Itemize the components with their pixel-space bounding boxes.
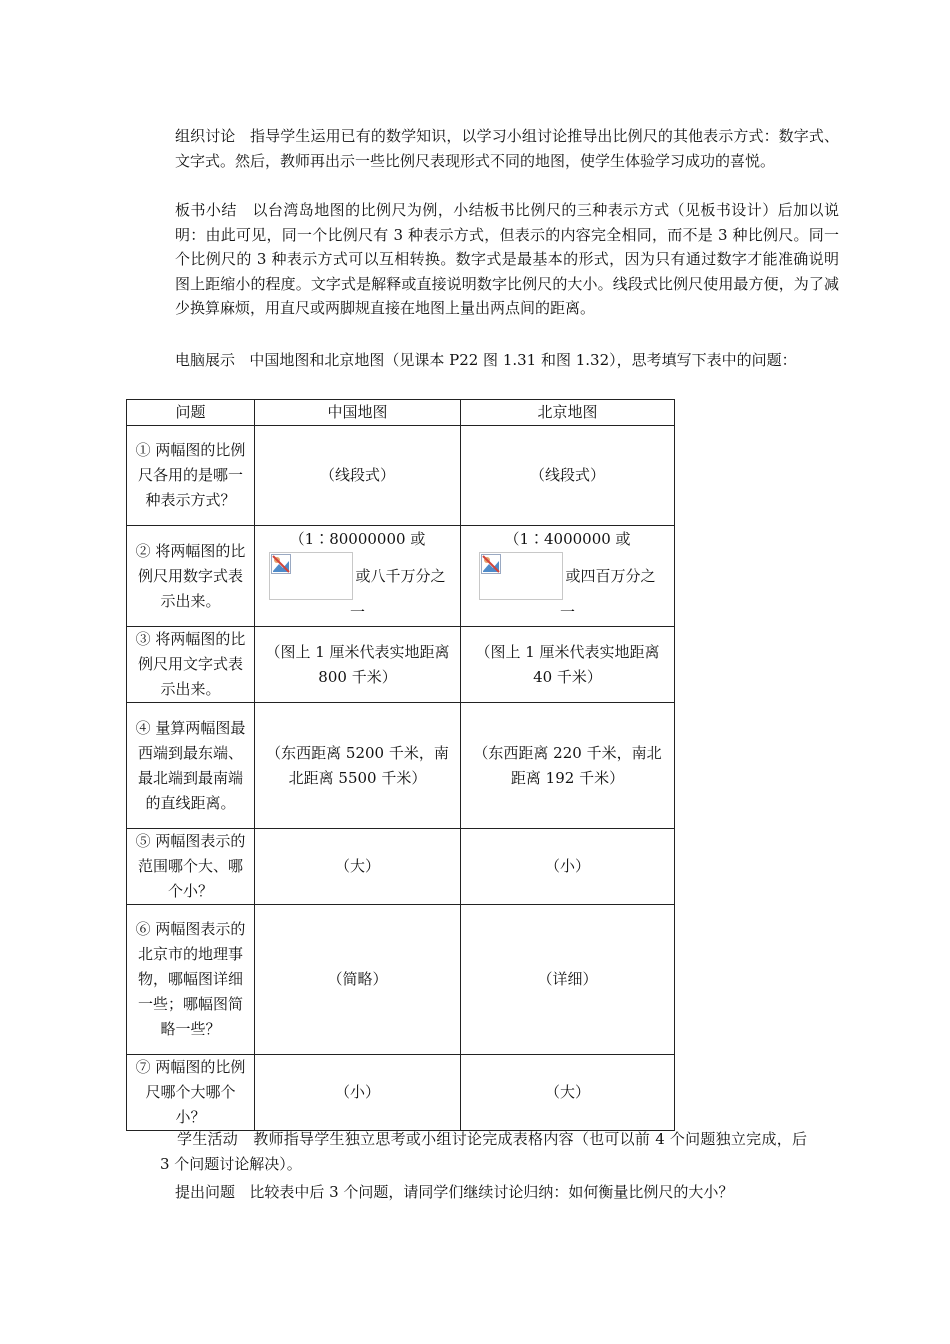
answer-cell-beijing: （线段式） <box>461 426 675 526</box>
broken-image-icon <box>479 552 563 600</box>
question-cell: ④ 量算两幅图最西端到最东端、最北端到最南端的直线距离。 <box>135 718 246 812</box>
question-cell: ⑤ 两幅图表示的范围哪个大、哪个小？ <box>135 832 246 900</box>
answer-cell-beijing: （大） <box>461 1055 675 1131</box>
question-cell: ⑦ 两幅图的比例尺哪个大哪个小？ <box>135 1058 246 1126</box>
scale-ratio-text: （1∶80000000 或 <box>289 530 426 548</box>
header-question: 问题 <box>127 400 255 426</box>
answer-cell-beijing: （详细） <box>461 905 675 1055</box>
answer-cell-china: （简略） <box>255 905 461 1055</box>
scale-fraction-end: 一 <box>349 603 365 621</box>
paragraph-lead: 板书小结 <box>175 201 237 219</box>
paragraph-body: 以台湾岛地图的比例尺为例，小结板书比例尺的三种表示方式（见板书设计）后加以说明：由此可见，同一个比例尺有 3 种表示方式，但表示的内容完全相同，而不是 3 种比例尺。同一个比例尺的 3 种表示方式可以互相转换。数字式是最基本的形式，因为只有通过数字才能准确说明图上距缩小的程度。文字式是解释或直接说明数字比例尺的大小。线段式比例尺使用最方便，为了减少换算麻烦，用直尺或两脚规直接在地图上量出两点间的距离。 <box>175 201 839 317</box>
answer-cell-beijing <box>461 526 675 627</box>
question-table <box>126 399 675 1131</box>
paragraph-organize-discussion <box>143 124 839 173</box>
table-row <box>127 829 675 905</box>
header-china-map: 中国地图 <box>255 400 461 426</box>
scale-fraction-end: 一 <box>559 603 575 621</box>
answer-cell-china: （大） <box>255 829 461 905</box>
question-cell: ① 两幅图的比例尺各用的是哪一种表示方式？ <box>135 441 246 509</box>
broken-image-icon <box>269 552 353 600</box>
paragraph-body: 教师指导学生独立思考或小组讨论完成表格内容（也可以前 4 个问题独立完成，后 3 个问题讨论解决）。 <box>160 1130 807 1173</box>
answer-cell-beijing: （图上 1 厘米代表实地距离 40 千米） <box>475 642 660 686</box>
scale-fraction-text: 或四百万分之 <box>565 566 656 585</box>
paragraph-body: 指导学生运用已有的数学知识，以学习小组讨论推导出比例尺的其他表示方式：数字式、文字式。然后，教师再出示一些比例尺表现形式不同的地图，使学生体验学习成功的喜悦。 <box>175 127 839 170</box>
table-row <box>127 526 675 627</box>
paragraph-student-activity <box>160 1127 807 1176</box>
paragraph-lead: 组织讨论 <box>175 127 236 145</box>
answer-cell-china: （图上 1 厘米代表实地距离 800 千米） <box>265 642 450 686</box>
table-row <box>127 426 675 526</box>
answer-cell-china: （线段式） <box>255 426 461 526</box>
question-cell: ③ 将两幅图的比例尺用文字式表示出来。 <box>135 630 246 698</box>
paragraph-raise-question <box>143 1180 839 1205</box>
answer-cell-china: （小） <box>255 1055 461 1131</box>
paragraph-body: 比较表中后 3 个问题，请同学们继续讨论归纳：如何衡量比例尺的大小？ <box>249 1183 734 1201</box>
paragraph-lead: 学生活动 <box>177 1130 239 1148</box>
question-cell: ② 将两幅图的比例尺用数字式表示出来。 <box>135 541 246 610</box>
scale-fraction-text: 或八千万分之 <box>355 566 446 585</box>
table-row <box>127 627 675 703</box>
paragraph-computer-display <box>143 348 839 373</box>
table-header-row <box>127 400 675 426</box>
table-row <box>127 905 675 1055</box>
answer-cell-beijing: （小） <box>461 829 675 905</box>
paragraph-lead: 电脑展示 <box>175 351 236 369</box>
paragraph-lead: 提出问题 <box>175 1183 236 1201</box>
scale-ratio-text: （1∶4000000 或 <box>504 530 631 548</box>
table-row <box>127 1055 675 1131</box>
table-row <box>127 703 675 829</box>
answer-cell-china: （东西距离 5200 千米，南北距离 5500 千米） <box>266 743 449 787</box>
answer-cell-china <box>255 526 461 627</box>
paragraph-board-summary <box>143 198 839 321</box>
paragraph-body: 中国地图和北京地图（见课本 P22 图 1.31 和图 1.32），思考填写下表中的问题： <box>249 351 797 369</box>
answer-cell-beijing: （东西距离 220 千米，南北距离 192 千米） <box>473 743 662 787</box>
header-beijing-map: 北京地图 <box>461 400 675 426</box>
question-cell: ⑥ 两幅图表示的北京市的地理事物，哪幅图详细一些；哪幅图简略一些？ <box>135 920 246 1038</box>
